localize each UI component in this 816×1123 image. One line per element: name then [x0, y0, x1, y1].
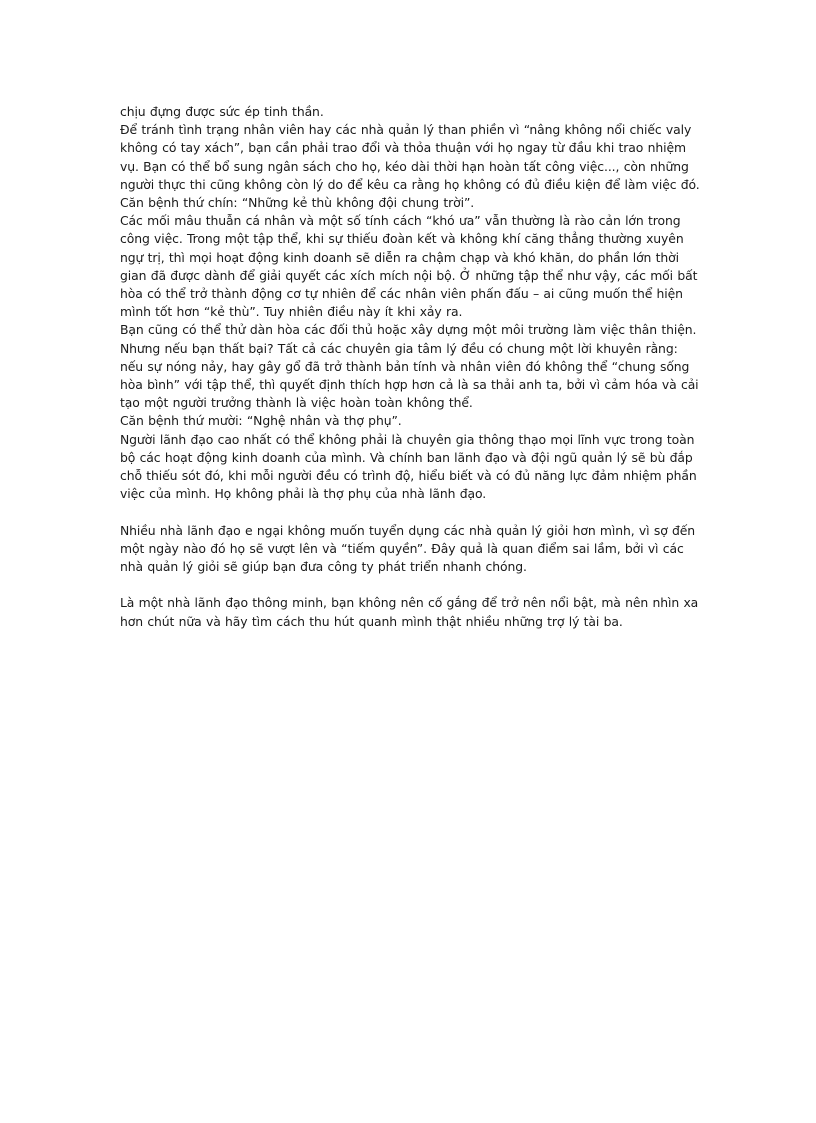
paragraph-personal-conflicts: Các mối mâu thuẫn cá nhân và một số tính cách “khó ưa” vẫn thường là rào cản lớn trong công việc. Trong một tập thể, khi sự thiếu đoàn kết và không khí căng thẳng thường xuyên ngự trị, thì mọi hoạt động kinh doanh sẽ diễn ra chậm chạp và khó khăn, do phần lớn thời gian đã được dành để giải quyết các xích mích nội bộ. Ở những tập thể như vậy, các mối bất hòa có thể trở thành động cơ tự nhiên để các nhân viên phấn đấu – ai cũng muốn thể hiện mình tốt hơn “kẻ thù”. Tuy nhiên điều này ít khi xảy ra. — [120, 213, 698, 320]
paragraph-hiring-fear: Nhiều nhà lãnh đạo e ngại không muốn tuyển dụng các nhà quản lý giỏi hơn mình, vì sợ đến một ngày nào đó họ sẽ vượt lên và “tiếm quyền”. Đây quả là quan điểm sai lầm, bởi vì các nhà quản lý giỏi sẽ giúp bạn đưa công ty phát triển nhanh chóng. — [120, 522, 696, 575]
section-heading-tenth-disease: Căn bệnh thứ mười: “Nghệ nhân và thợ phụ”. — [120, 413, 402, 429]
section-heading-ninth-disease: Căn bệnh thứ chín: “Những kẻ thù không đội chung trời”. — [120, 195, 475, 211]
paragraph-valy-advice: Để tránh tình trạng nhân viên hay các nhà quản lý than phiền vì “nâng không nổi chiếc valy không có tay xách”, bạn cần phải trao đổi và thỏa thuận với họ ngay từ đầu khi trao nhiệm vụ. Bạn có thể bổ sung ngân sách cho họ, kéo dài thời hạn hoàn tất công việc..., còn những người thực thi cũng không còn lý do để kêu ca rằng họ không có đủ điều kiện để làm việc đó. — [120, 122, 700, 192]
paragraph-smart-leader: Là một nhà lãnh đạo thông minh, bạn không nên cố gắng để trở nên nổi bật, mà nên nhìn xa hơn chút nữa và hãy tìm cách thu hút quanh mình thật nhiều những trợ lý tài ba. — [120, 595, 699, 629]
paragraph-top-leader: Người lãnh đạo cao nhất có thể không phải là chuyên gia thông thạo mọi lĩnh vực trong toàn bộ các hoạt động kinh doanh của mình. Và chính ban lãnh đạo và đội ngũ quản lý sẽ bù đắp chỗ thiếu sót đó, khi mỗi người đều có trình độ, hiểu biết và có đủ năng lực đảm nhiệm phần việc của mình. Họ không phải là thợ phụ của nhà lãnh đạo. — [120, 431, 697, 502]
paragraph-reconciliation: Bạn cũng có thể thử dàn hòa các đối thủ hoặc xây dựng một môi trường làm việc thân thiện. Nhưng nếu bạn thất bại? Tất cả các chuyên gia tâm lý đều có chung một lời khuyên rằng: nếu sự nóng nảy, hay gây gổ đã trở thành bản tính và nhân viên đó không thể “chung sống hòa bình” với tập thể, thì quyết định thích hợp hơn cả là sa thải anh ta, bởi vì cảm hóa và cải tạo một người trưởng thành là việc hoàn toàn không thể. — [120, 322, 699, 411]
paragraph-continuation: chịu đựng được sức ép tinh thần. — [120, 104, 324, 119]
document-body — [120, 103, 700, 631]
